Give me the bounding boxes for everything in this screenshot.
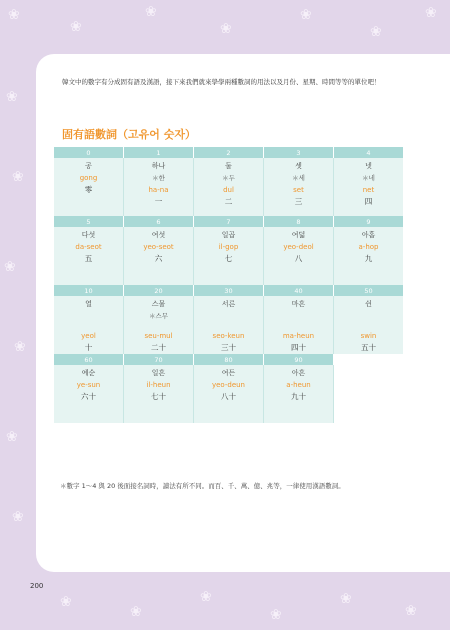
empty-cell — [334, 365, 403, 423]
flower-icon: ❀ — [6, 89, 18, 105]
table-header-row — [54, 147, 403, 158]
korean-word: 둘 — [225, 162, 232, 170]
number-label: 10 — [54, 285, 124, 296]
romanization: gong — [79, 174, 98, 182]
korean-word: 일흔 — [151, 369, 166, 377]
alternate-form: ＊네 — [362, 174, 375, 182]
romanization: a-heun — [286, 381, 311, 389]
korean-word: 열 — [85, 300, 92, 308]
chinese-numeral: 七 — [224, 254, 233, 263]
korean-word: 다섯 — [81, 231, 96, 239]
korean-word: 일곱 — [221, 231, 236, 239]
number-cell — [264, 365, 334, 423]
number-label: 3 — [264, 147, 334, 158]
flower-icon: ❀ — [6, 429, 18, 445]
flower-icon: ❀ — [14, 339, 26, 355]
romanization: swin — [360, 332, 377, 340]
korean-word: 넷 — [365, 162, 372, 170]
romanization: ma-heun — [282, 332, 315, 340]
romanization: yeo-deol — [283, 243, 314, 251]
romanization: net — [362, 186, 375, 194]
number-cell — [334, 227, 403, 285]
flower-icon: ❀ — [425, 5, 437, 21]
number-cell — [194, 227, 264, 285]
number-label: 40 — [264, 285, 334, 296]
number-label: 5 — [54, 216, 124, 227]
flower-icon: ❀ — [60, 594, 72, 610]
empty-cell — [334, 354, 403, 365]
chinese-numeral: 二 — [224, 197, 233, 206]
korean-word: 여덟 — [291, 231, 306, 239]
native-number-table — [54, 147, 403, 423]
number-cell — [54, 365, 124, 423]
section-heading: 固有語數詞（고유어 숫자） — [62, 128, 196, 141]
number-cell — [334, 158, 403, 216]
number-cell — [264, 296, 334, 354]
number-cell — [194, 158, 264, 216]
number-cell — [194, 296, 264, 354]
romanization: yeol — [81, 332, 96, 340]
number-label: 70 — [124, 354, 194, 365]
romanization: il-heun — [146, 381, 171, 389]
number-label: 20 — [124, 285, 194, 296]
romanization: seo-keun — [212, 332, 245, 340]
flower-icon: ❀ — [70, 19, 82, 35]
alternate-form: ＊한 — [152, 174, 165, 182]
chinese-numeral: 十 — [84, 343, 93, 352]
chinese-numeral: 六十 — [81, 392, 96, 401]
number-cell — [264, 158, 334, 216]
flower-icon: ❀ — [12, 509, 24, 525]
chinese-numeral: 九十 — [291, 392, 306, 401]
korean-word: 공 — [85, 162, 92, 170]
number-cell — [124, 296, 194, 354]
chinese-numeral: 一 — [154, 197, 163, 206]
korean-word: 여든 — [221, 369, 236, 377]
footnote: ＊數字 1～4 與 20 後面接名詞時，讀法有所不同。而百、千、萬、億、兆等，一律使用漢語數詞。 — [60, 482, 345, 490]
korean-word: 마흔 — [291, 300, 306, 308]
romanization: yeo-deun — [211, 381, 245, 389]
flower-icon: ❀ — [145, 4, 157, 20]
number-cell — [54, 158, 124, 216]
number-label: 30 — [194, 285, 264, 296]
chinese-numeral: 六 — [154, 254, 163, 263]
number-label: 9 — [334, 216, 403, 227]
chinese-numeral: 七十 — [151, 392, 166, 401]
number-label: 60 — [54, 354, 124, 365]
number-label: 6 — [124, 216, 194, 227]
number-label: 50 — [334, 285, 403, 296]
number-label: 1 — [124, 147, 194, 158]
alternate-form: ＊스무 — [148, 312, 169, 320]
chinese-numeral: 八 — [294, 254, 303, 263]
number-cell — [124, 158, 194, 216]
number-label: 8 — [264, 216, 334, 227]
number-cell — [194, 365, 264, 423]
page-number: 200 — [30, 582, 44, 590]
flower-icon: ❀ — [8, 7, 20, 23]
number-label: 4 — [334, 147, 403, 158]
chinese-numeral: 二十 — [151, 343, 166, 352]
number-cell — [54, 227, 124, 285]
table-row — [54, 296, 403, 354]
number-cell — [124, 227, 194, 285]
table-row — [54, 365, 403, 423]
table-row — [54, 158, 403, 216]
number-label: 90 — [264, 354, 334, 365]
number-label: 7 — [194, 216, 264, 227]
table-header-row — [54, 354, 403, 365]
korean-word: 아홉 — [361, 231, 376, 239]
korean-word: 아흔 — [291, 369, 306, 377]
chinese-numeral: 九 — [364, 254, 373, 263]
chinese-numeral: 三十 — [221, 343, 236, 352]
korean-word: 셋 — [295, 162, 302, 170]
number-label: 0 — [54, 147, 124, 158]
romanization: a-hop — [358, 243, 379, 251]
flower-icon: ❀ — [12, 169, 24, 185]
korean-word: 하나 — [151, 162, 166, 170]
chinese-numeral: 零 — [84, 185, 93, 194]
korean-word: 서른 — [221, 300, 236, 308]
flower-icon: ❀ — [370, 24, 382, 40]
flower-icon: ❀ — [130, 604, 142, 620]
flower-icon: ❀ — [405, 603, 417, 619]
table-header-row — [54, 285, 403, 296]
number-cell — [54, 296, 124, 354]
korean-word: 예순 — [81, 369, 96, 377]
chinese-numeral: 五十 — [361, 343, 376, 352]
korean-word: 스물 — [151, 300, 166, 308]
flower-icon: ❀ — [340, 591, 352, 607]
romanization: ye-sun — [76, 381, 101, 389]
table-header-row — [54, 216, 403, 227]
number-label: 80 — [194, 354, 264, 365]
flower-icon: ❀ — [270, 607, 282, 623]
flower-icon: ❀ — [300, 7, 312, 23]
romanization: set — [293, 186, 304, 194]
chinese-numeral: 五 — [84, 254, 93, 263]
romanization: ha-na — [148, 186, 169, 194]
romanization: yeo-seot — [143, 243, 174, 251]
number-cell — [264, 227, 334, 285]
flower-icon: ❀ — [4, 259, 16, 275]
flower-icon: ❀ — [220, 21, 232, 37]
alternate-form: ＊두 — [222, 174, 235, 182]
chinese-numeral: 八十 — [221, 392, 236, 401]
table-row — [54, 227, 403, 285]
alternate-form: ＊세 — [292, 174, 305, 182]
number-label: 2 — [194, 147, 264, 158]
intro-text: 韓文中的數字有分成固有語及漢語，接下來我們就來學學兩種數詞的用法以及月份、星期、時間等等的單位吧！ — [62, 78, 381, 86]
korean-word: 쉰 — [365, 300, 372, 308]
romanization: il-gop — [218, 243, 239, 251]
romanization: seu-mul — [144, 332, 173, 340]
chinese-numeral: 四十 — [291, 343, 306, 352]
romanization: da-seot — [75, 243, 102, 251]
chinese-numeral: 三 — [294, 197, 303, 206]
number-cell — [124, 365, 194, 423]
number-cell — [334, 296, 403, 354]
flower-icon: ❀ — [200, 589, 212, 605]
chinese-numeral: 四 — [364, 197, 373, 206]
romanization: dul — [223, 186, 234, 194]
korean-word: 여섯 — [151, 231, 166, 239]
